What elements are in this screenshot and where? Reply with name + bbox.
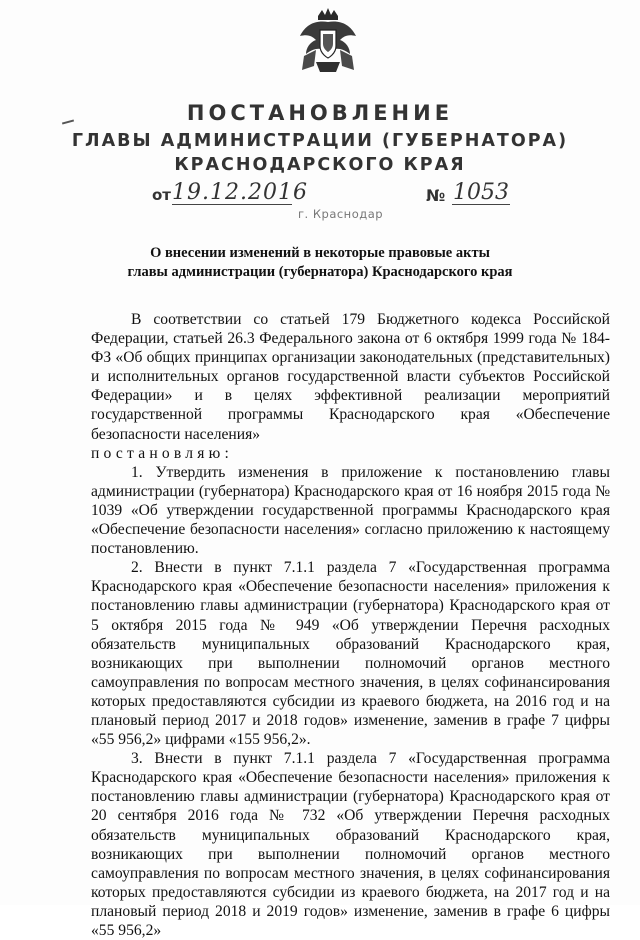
decree-word: постановляю:: [91, 444, 234, 462]
coat-of-arms-icon: [296, 6, 360, 76]
document-date: 19.12.2016: [172, 180, 308, 205]
document-body: [91, 310, 610, 940]
issuer-heading: ГЛАВЫ АДМИНИСТРАЦИИ (ГУБЕРНАТОРА): [71, 131, 569, 151]
city-label: г. Краснодар: [298, 207, 384, 221]
item-2-paragraph: 2. Внести в пункт 7.1.1 раздела 7 «Государственная программа Краснодарского края «Обеспечение безопасности населения» приложения к постановлению главы администрации (губернатора) Краснодарского края от 5 октября 2015 года № 949 «Об утверждении Перечня расходных обязательств муниципальных образований Краснодарского края, возникающих при выполнении полномочий органов местного самоуправления по вопросам местного значения, в целях софинансирования которых предоставляются субсидии из краевого бюджета, на 2016 год и на плановый период 2017 и 2018 годов» изменение, заменив в графе 7 цифры «55 956,2» цифрами «155 956,2».: [91, 559, 610, 749]
document-type-heading: ПОСТАНОВЛЕНИЕ: [186, 101, 454, 125]
item-1-paragraph: 1. Утвердить изменения в приложение к постановлению главы администрации (губернатора) Краснодарского края от 16 ноября 2015 года № 1039 «Об утверждении государственной программы Краснодарского края «Обеспечение безопасности населения» согласно приложению к настоящему постановлению.: [91, 463, 610, 558]
document-title-line-2: главы администрации (губернатора) Краснодарского края: [127, 264, 513, 280]
region-heading: КРАСНОДАРСКОГО КРАЯ: [174, 155, 466, 175]
number-label: №: [426, 186, 446, 205]
document-title-line-1: О внесении изменений в некоторые правовые акты: [150, 245, 490, 261]
date-label: от: [152, 186, 171, 204]
intro-paragraph: В соответствии со статьей 179 Бюджетного кодекса Российской Федерации, статьей 26.3 Федерального закона от 6 октября 1999 года № 184-ФЗ «Об общих принципах организации законодательных (представительных) и исполнительных органов государственной власти субъектов Российской Федерации» и в целях эффективной реализации мероприятий государственной программы Краснодарского края «Обеспечение безопасности населения»: [91, 311, 610, 443]
item-3-paragraph: 3. Внести в пункт 7.1.1 раздела 7 «Государственная программа Краснодарского края «Обеспечение безопасности населения» приложения к постановлению главы администрации (губернатора) Краснодарского края от 20 сентября 2016 года № 732 «Об утверждении Перечня расходных обязательств муниципальных образований Краснодарского края, возникающих при выполнении полномочий органов местного самоуправления по вопросам местного значения, в целях софинансирования которых предоставляются субсидии из краевого бюджета, на 2017 год и на плановый период 2018 и 2019 годов» изменение, заменив в графе 6 цифры «55 956,2»: [91, 750, 610, 939]
document-number: 1053: [453, 180, 509, 205]
